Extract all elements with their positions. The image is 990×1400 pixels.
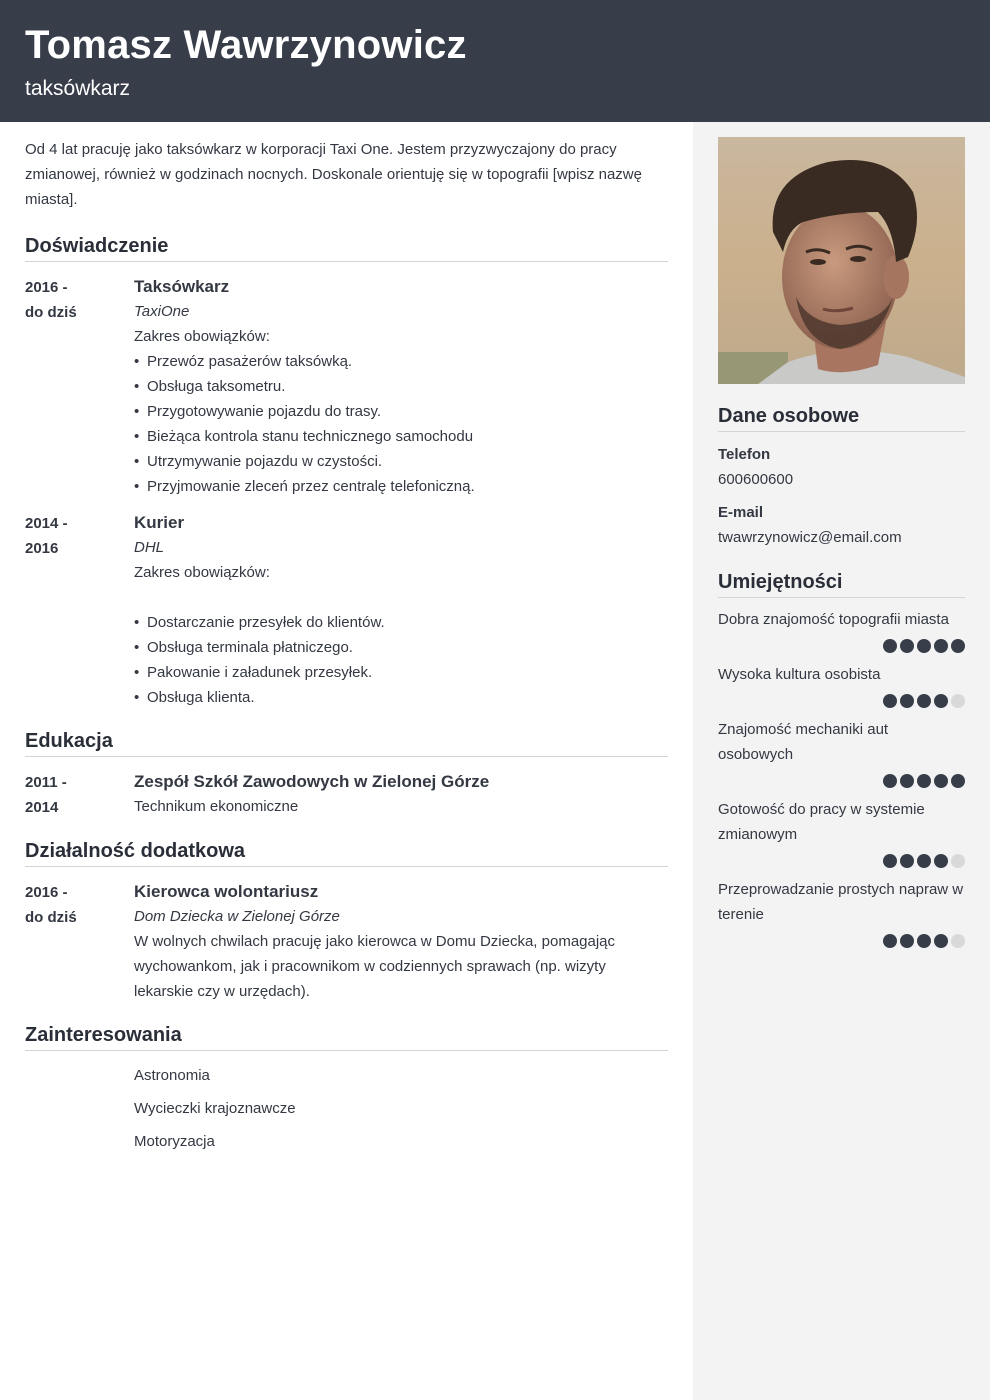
interest-item: Astronomia	[134, 1067, 210, 1084]
skill-rating	[718, 934, 965, 948]
rating-dot-filled-icon	[934, 854, 948, 868]
company-name: TaxiOne	[134, 303, 190, 320]
date-from: 2014 -	[25, 515, 68, 532]
email-label: E-mail	[718, 504, 764, 521]
blank-line	[134, 585, 668, 610]
activity-title: Kierowca wolontariusz	[134, 882, 319, 901]
duty-item: • Przewóz pasażerów taksówką.	[134, 349, 668, 374]
date-to: do dziś	[25, 304, 77, 321]
rating-dot-filled-icon	[934, 639, 948, 653]
section-title-experience: Doświadczenie	[25, 234, 668, 262]
education-section	[25, 729, 668, 820]
entry-dates	[25, 879, 134, 1004]
duty-item: • Przygotowywanie pojazdu do trasy.	[134, 399, 668, 424]
rating-dot-filled-icon	[883, 774, 897, 788]
interests-section	[25, 1023, 668, 1154]
entry-dates	[25, 510, 134, 710]
skill-rating	[718, 774, 965, 788]
duty-item: • Dostarczanie przesyłek do klientów.	[134, 610, 668, 635]
rating-dot-empty-icon	[951, 934, 965, 948]
rating-dot-filled-icon	[934, 694, 948, 708]
rating-dot-filled-icon	[934, 774, 948, 788]
job-title: Kurier	[134, 513, 185, 532]
rating-dot-filled-icon	[917, 694, 931, 708]
rating-dot-filled-icon	[883, 639, 897, 653]
company-name: DHL	[134, 539, 165, 556]
skill-name: Znajomość mechaniki aut osobowych	[718, 721, 889, 763]
skill-item	[718, 717, 965, 788]
duty-item: • Bieżąca kontrola stanu technicznego samochodu	[134, 424, 668, 449]
main-column	[25, 137, 668, 1162]
section-title-interests: Zainteresowania	[25, 1023, 668, 1051]
activity-org: Dom Dziecka w Zielonej Górze	[134, 908, 340, 925]
rating-dot-filled-icon	[883, 934, 897, 948]
experience-section	[25, 234, 668, 710]
rating-dot-filled-icon	[900, 854, 914, 868]
interest-item: Wycieczki krajoznawcze	[134, 1100, 296, 1117]
skills-section	[718, 570, 965, 948]
experience-entry	[25, 274, 668, 499]
entry-dates	[25, 769, 134, 820]
job-title: Taksówkarz	[134, 277, 230, 296]
rating-dot-filled-icon	[883, 854, 897, 868]
entry-dates	[25, 274, 134, 499]
skill-item	[718, 607, 965, 653]
skill-item	[718, 797, 965, 868]
skill-name: Dobra znajomość topografii miasta	[718, 611, 949, 628]
duties-intro: Zakres obowiązków:	[134, 328, 270, 345]
rating-dot-filled-icon	[917, 774, 931, 788]
duty-item: • Utrzymywanie pojazdu w czystości.	[134, 449, 668, 474]
profile-photo	[718, 137, 965, 384]
personal-section	[718, 404, 965, 550]
duties-intro: Zakres obowiązków:	[134, 564, 270, 581]
duties-list	[134, 610, 668, 710]
rating-dot-filled-icon	[951, 639, 965, 653]
rating-dot-filled-icon	[917, 934, 931, 948]
experience-entry	[25, 510, 668, 710]
duties-list	[134, 349, 668, 499]
rating-dot-empty-icon	[951, 694, 965, 708]
skill-name: Wysoka kultura osobista	[718, 666, 881, 683]
duty-item: • Przyjmowanie zleceń przez centralę telefoniczną.	[134, 474, 668, 499]
rating-dot-filled-icon	[883, 694, 897, 708]
rating-dot-filled-icon	[951, 774, 965, 788]
candidate-role: taksówkarz	[25, 77, 131, 100]
date-to: do dziś	[25, 909, 77, 926]
rating-dot-filled-icon	[900, 639, 914, 653]
rating-dot-filled-icon	[900, 934, 914, 948]
skill-rating	[718, 639, 965, 653]
section-title-education: Edukacja	[25, 729, 668, 757]
email-value: twawrzynowicz@email.com	[718, 529, 902, 546]
rating-dot-filled-icon	[917, 639, 931, 653]
rating-dot-filled-icon	[900, 694, 914, 708]
rating-dot-empty-icon	[951, 854, 965, 868]
skills-list	[718, 607, 965, 948]
date-from: 2011 -	[25, 774, 67, 791]
rating-dot-filled-icon	[900, 774, 914, 788]
date-from: 2016 -	[25, 279, 68, 296]
interest-item: Motoryzacja	[134, 1133, 215, 1150]
phone-label: Telefon	[718, 446, 771, 463]
section-title-skills: Umiejętności	[718, 570, 965, 598]
section-title-personal: Dane osobowe	[718, 404, 965, 432]
date-to: 2014	[25, 799, 59, 816]
candidate-name: Tomasz Wawrzynowicz	[25, 23, 467, 67]
skill-item	[718, 877, 965, 948]
school-desc: Technikum ekonomiczne	[134, 798, 299, 815]
skill-name: Przeprowadzanie prostych napraw w terenie	[718, 881, 964, 923]
rating-dot-filled-icon	[917, 854, 931, 868]
phone-value: 600600600	[718, 471, 794, 488]
date-from: 2016 -	[25, 884, 68, 901]
skill-rating	[718, 694, 965, 708]
school-name: Zespół Szkół Zawodowych w Zielonej Górze	[134, 772, 490, 791]
skill-rating	[718, 854, 965, 868]
resume-header	[0, 0, 990, 122]
activity-desc: W wolnych chwilach pracuję jako kierowca w Domu Dziecka, pomagając wychowankom, jak i pracownikom w codziennych sprawach (np. wizyty lekarskie czy w urzędach).	[134, 933, 616, 1000]
skill-name: Gotowość do pracy w systemie zmianowym	[718, 801, 925, 843]
summary: Od 4 lat pracuję jako taksówkarz w korporacji Taxi One. Jestem przyzwyczajony do pracy zmianowej, również w godzinach nocnych. Doskonale orientuję się w topografii [wpisz nazwę miasta].	[25, 141, 642, 208]
rating-dot-filled-icon	[934, 934, 948, 948]
date-to: 2016	[25, 540, 59, 557]
duty-item: • Obsługa klienta.	[134, 685, 668, 710]
interests-list	[134, 1063, 668, 1154]
education-entry	[25, 769, 668, 820]
duty-item: • Obsługa terminala płatniczego.	[134, 635, 668, 660]
duty-item: • Pakowanie i załadunek przesyłek.	[134, 660, 668, 685]
activity-entry	[25, 879, 668, 1004]
activities-section	[25, 839, 668, 1004]
duty-item: • Obsługa taksometru.	[134, 374, 668, 399]
section-title-activities: Działalność dodatkowa	[25, 839, 668, 867]
skill-item	[718, 662, 965, 708]
